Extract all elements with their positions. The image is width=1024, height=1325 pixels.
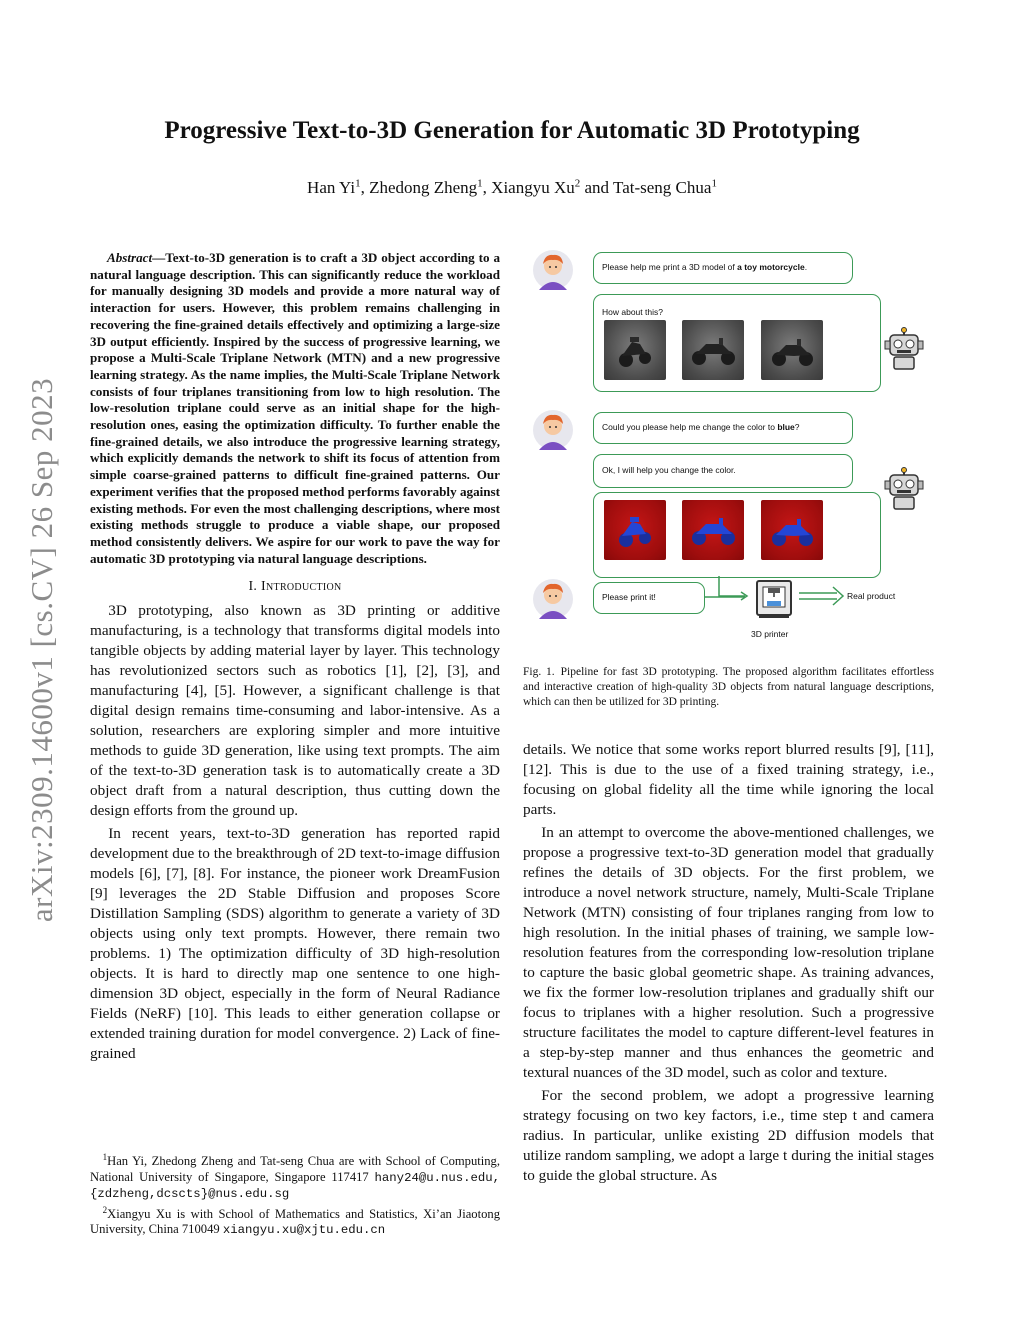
arxiv-id-text: arXiv:2309.14600v1 [cs.CV] 26 Sep 2023 (24, 377, 59, 923)
author: Tat-seng Chua$^1$ (613, 177, 717, 197)
footnotes (90, 1150, 500, 1239)
intro-paragraph: 3D prototyping, also known as 3D printing or additive manufacturing, is a technology that transforms digital models into tangible objects by adding material layer by layer. This technology has revolutionized sectors such as robotics [1], [2], [3], and manufacturing [4], [5]. However, a significant challenge is that digital design remains time-consuming and labor-intensive. As a solution, researchers are exploring simpler and more intuitive methods to guide 3D generation, like using text prompts. The aim of the text-to-3D generation task is to automatically create a 3D object draft from a natural description, thus cutting down the design efforts from the ground up. (90, 602, 500, 820)
user-message-2: Could you please help me change the color to blue? (602, 422, 800, 432)
footnote-1: $^1$Han Yi, Zhedong Zheng and Tat-seng Chua are with School of Computing, National University of Singapore, Singapore 117417 hany24@u.nus.edu, {zdzheng,dcscts}@nus.edu.sg (90, 1152, 500, 1202)
author-list (90, 177, 934, 198)
bot-message-1: How about this? (602, 307, 663, 317)
printer-label: 3D printer (751, 629, 789, 639)
user-message-3: Please print it! (602, 592, 656, 602)
user-message-1: Please help me print a 3D model of a toy motorcycle. (602, 262, 808, 272)
left-column (90, 250, 500, 1064)
author: Xiangyu Xu$^2$ and (491, 177, 613, 197)
caption-text: Pipeline for fast 3D prototyping. The proposed algorithm facilitates effortless and interactive creation of high-quality 3D objects from natural language descriptions, which can then be utilized for 3D printing. (523, 666, 935, 708)
abstract-text: Text-to-3D generation is to craft a 3D object according to a natural language description. This can significantly reduce the workload for manually designing 3D models and provide a more natural way of interaction for users. However, this problem remains challenging in recovering the fine-grained details effectively and optimizing a large-size 3D output efficiently. Inspired by the success of progressive learning, we propose a Multi-Scale Triplane Network (MTN) and a new progressive learning strategy. As the name implies, the Multi-Scale Triplane Network consists of four triplanes transitioning from low to high resolution. The low-resolution triplane could serve as an initial shape for the high-resolution ones, easing the optimization difficulty. To further enable the fine-grained details, we also introduce the progressive learning strategy, which explicitly demands the network to shift its focus of attention from simple coarse-grained patterns to difficult fine-grained patterns. Our experiment verifies that the proposed method performs favorably against existing methods. For even the most challenging descriptions, where most existing methods struggle to produce a viable shape, our proposed method consistently delivers. We aspire for our work to pave the way for automatic 3D prototyping via natural language descriptions. (90, 250, 500, 566)
caption-label: Fig. 1. (523, 666, 555, 678)
abstract-label: Abstract (107, 250, 153, 265)
section-heading-introduction: I. Introduction (248, 579, 342, 595)
abstract: Abstract—Text-to-3D generation is to craft a 3D object according to a natural language description. This can significantly reduce the workload for manually designing 3D models and provide a more natural way of interaction for users. However, this problem remains challenging in recovering the fine-grained details effectively and optimizing a large-size 3D output efficiently. Inspired by the success of progressive learning, we propose a Multi-Scale Triplane Network (MTN) and a new progressive learning strategy. As the name implies, the Multi-Scale Triplane Network consists of four triplanes transitioning from low to high resolution. The low-resolution triplane could serve as an initial shape for the high-resolution ones, easing the optimization difficulty. To further enable the fine-grained details, we also introduce the progressive learning strategy, which explicitly demands the network to shift its focus of attention from simple coarse-grained patterns to difficult fine-grained patterns. Our experiment verifies that the proposed method performs favorably against existing methods. For even the most challenging descriptions, where most existing methods struggle to produce a viable shape, our proposed method consistently delivers. We aspire for our work to pave the way for automatic 3D prototyping via natural language descriptions. (90, 250, 500, 566)
real-product-label: Real product (847, 591, 896, 601)
footnote-2: $^2$Xiangyu Xu is with School of Mathematics and Statistics, Xi’an Jiaotong University, China 710049 xiangyu.xu@xjtu.edu.cn (90, 1204, 500, 1238)
flow-arrows (523, 243, 935, 643)
author: Zhedong Zheng$^1$, (369, 177, 492, 197)
paper-title: Progressive Text-to-3D Generation for Automatic 3D Prototyping (164, 117, 860, 144)
3d-printer-icon (755, 579, 793, 619)
body-paragraph: details. We notice that some works report blurred results [9], [11], [12]. This is due to the use of a fixed training strategy, i.e., focusing on global fidelity all the time while ignoring the local parts. (523, 741, 934, 818)
footnote-2-email: xiangyu.xu@xjtu.edu.cn (222, 1223, 386, 1238)
footnote-1-email: hany24@u.nus.edu, {zdzheng,dcscts}@nus.edu.sg (90, 1170, 500, 1202)
figure-caption (523, 665, 934, 710)
figure-1-pipeline (523, 243, 935, 643)
body-paragraph: For the second problem, we adopt a progressive learning strategy focusing on two key factors, i.e., time step t and camera radius. In particular, unlike existing 2D diffusion models that utilize random sampling, we adopt a large t during the initial stages to guide the global structure. As (523, 1087, 934, 1184)
right-column (523, 740, 934, 1186)
author: Han Yi$^1$, (307, 177, 370, 197)
arxiv-stamp (12, 350, 72, 950)
bot-message-2: Ok, I will help you change the color. (602, 465, 736, 475)
body-paragraph: In an attempt to overcome the above-mentioned challenges, we propose a progressive text-to-3D generation model that gradually refines the details of 3D objects. For the first problem, we introduce a novel network structure, namely, Multi-Scale Triplane Network (MTN) consisting of four triplanes ranging from low to high resolution. In the initial phases of training, we sample low-resolution features from the corresponding low-resolution triplane to capture the basic global geometric shape. As training advances, we fix the former low-resolution triplanes and gradually shift our focus to triplanes with a higher resolution. Such a progressive structure facilitates the model to capture different-level features in a step-by-step manner and thus enhances the geometric and textural nuances of the 3D model, such as color and texture. (523, 824, 934, 1081)
intro-paragraph: In recent years, text-to-3D generation has reported rapid development due to the breakthrough of 2D text-to-image diffusion models [6], [7], [8]. For instance, the pioneer work DreamFusion [9] leverages the 2D Stable Diffusion and proposes Score Distillation Sampling (SDS) algorithm to generate a variety of 3D objects using only text prompts. However, there remain two problems. 1) The optimization difficulty of 3D high-resolution objects. It is hard to directly map one sentence to one high-dimension 3D object, especially in the form of Neural Radiance Fields (NeRF) [10]. This leads to either generation collapse or extended training duration for model convergence. 2) Lack of fine-grained (90, 825, 500, 1063)
